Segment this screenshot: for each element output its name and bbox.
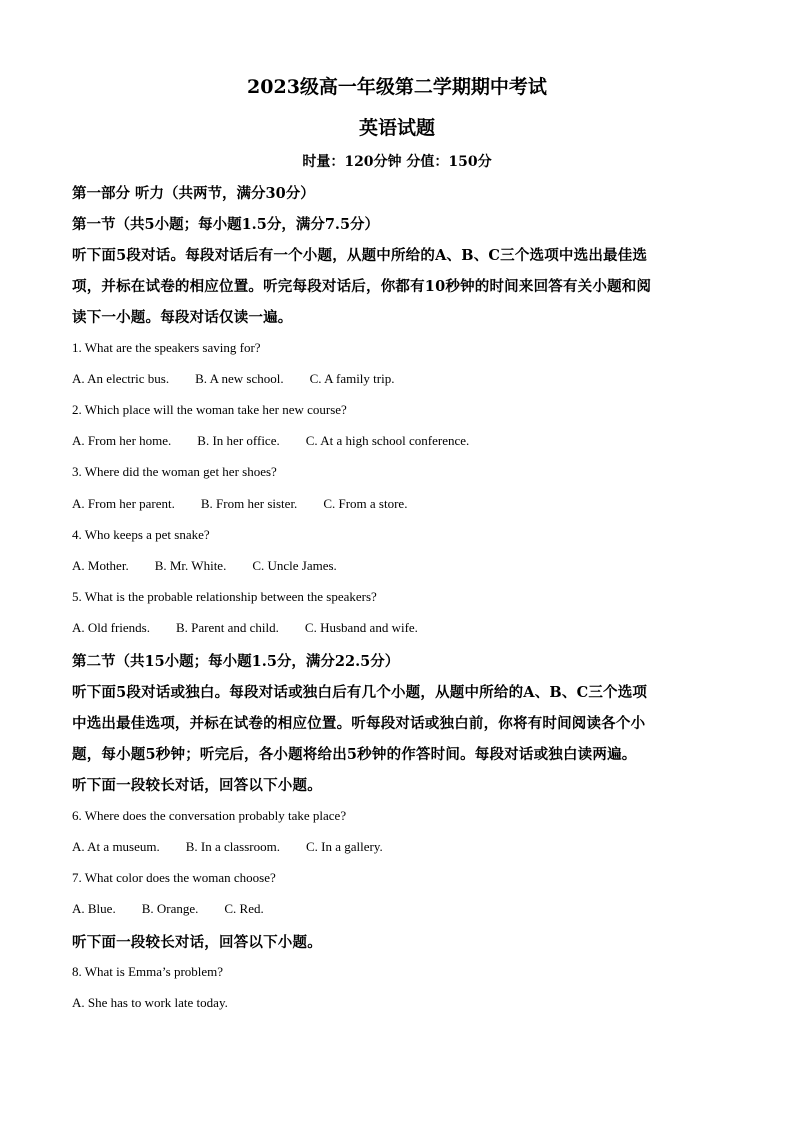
option: B. In her office. (197, 433, 280, 448)
option: A. Blue. (72, 901, 116, 916)
section2-instruction-line: 听下面5段对话或独白。每段对话或独白后有几个小题，从题中所给的A、B、C三个选项 (72, 684, 648, 701)
question-stem: 1. What are the speakers saving for? (72, 340, 261, 355)
section1-heading: 第一节（共5小题；每小题1.5分，满分7.5分） (72, 216, 380, 233)
question-options (72, 496, 407, 512)
option: A. From her home. (72, 433, 172, 448)
question-stem: 5. What is the probable relationship between the speakers? (72, 589, 377, 604)
option: B. A new school. (195, 371, 284, 386)
question-stem: 6. Where does the conversation probably take place? (72, 808, 347, 823)
section2-instruction-line: 题，每小题5秒钟；听完后，各小题将给出5秒钟的作答时间。每段对话或独白读两遍。 (72, 746, 637, 763)
section1-instruction-line: 项，并标在试卷的相应位置。听完每段对话后，你都有10秒钟的时间来回答有关小题和阅 (72, 278, 652, 295)
section2-instruction-line: 中选出最佳选项，并标在试卷的相应位置。听每段对话或独白前，你将有时间阅读各个小 (72, 715, 646, 732)
option: B. Mr. White. (154, 558, 227, 573)
exam-title: 2023级高一年级第二学期期中考试 (247, 76, 547, 98)
option: C. Red. (224, 901, 264, 916)
question-options (72, 995, 228, 1011)
question-options (72, 433, 469, 449)
option: A. Old friends. (72, 620, 150, 635)
section2-heading: 第二节（共15小题；每小题1.5分，满分22.5分） (72, 653, 400, 670)
question-options (72, 371, 394, 387)
question-stem: 4. Who keeps a pet snake? (72, 527, 210, 542)
option: B. Parent and child. (176, 620, 279, 635)
question-stem: 8. What is Emma’s problem? (72, 964, 224, 979)
question-options (72, 620, 418, 636)
option: C. A family trip. (309, 371, 395, 386)
option: A. She has to work late today. (72, 995, 228, 1010)
question-stem: 7. What color does the woman choose? (72, 870, 276, 885)
question-options (72, 901, 264, 917)
option: C. Uncle James. (252, 558, 337, 573)
exam-subject: 英语试题 (358, 117, 435, 139)
part1-heading: 第一部分 听力（共两节，满分30分） (72, 185, 315, 202)
option: B. In a classroom. (185, 839, 280, 854)
question-stem: 3. Where did the woman get her shoes? (72, 464, 277, 479)
option: A. At a museum. (72, 839, 160, 854)
dialogue-note: 听下面一段较长对话，回答以下小题。 (72, 777, 322, 794)
question-stem: 2. Which place will the woman take her new course? (72, 402, 347, 417)
option: A. Mother. (72, 558, 129, 573)
option: A. An electric bus. (72, 371, 170, 386)
dialogue-note: 听下面一段较长对话，回答以下小题。 (72, 934, 322, 951)
section1-instruction-line: 读下一小题。每段对话仅读一遍。 (72, 309, 293, 326)
question-options (72, 558, 337, 574)
option: C. At a high school conference. (305, 433, 470, 448)
option: C. In a gallery. (305, 839, 383, 854)
exam-meta: 时量：120分钟 分值：150分 (302, 154, 492, 170)
section1-instruction-line: 听下面5段对话。每段对话后有一个小题，从题中所给的A、B、C三个选项中选出最佳选 (72, 247, 648, 264)
option: B. Orange. (141, 901, 199, 916)
option: A. From her parent. (72, 496, 175, 511)
option: B. From her sister. (200, 496, 298, 511)
question-options (72, 839, 383, 855)
option: C. Husband and wife. (304, 620, 418, 635)
option: C. From a store. (323, 496, 408, 511)
